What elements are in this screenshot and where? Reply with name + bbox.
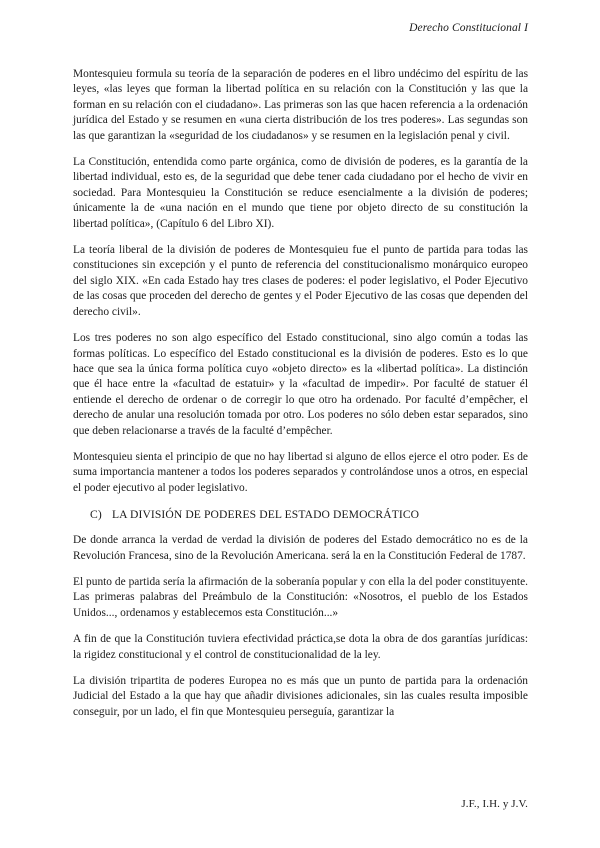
section-heading bbox=[90, 507, 528, 523]
paragraph-separation-theory: Montesquieu formula su teoría de la separación de poderes en el libro undécimo del espíritu de las leyes, «las leyes que forman la libertad política en su relación con la Constitución y las que la forman en su relación con el ciudadano». Las primeras son las que hacen referencia a la ordenación jurídica del Estado y se resumen en «una cierta distribución de los tres poderes». Las segundas son las que garantizan la «seguridad de los ciudadanos» y se resumen en la legislación penal y civil. bbox=[73, 68, 528, 142]
paragraph-liberal-theory: La teoría liberal de la división de poderes de Montesquieu fue el punto de partida para todas las constituciones sin excepción y el punto de referencia del constitucionalismo monárquico europeo del siglo XIX. «En cada Estado hay tres clases de poderes: el poder legislativo, el Poder Ejecutivo de las cosas que proceden del derecho de gentes y el Poder Ejecutivo de las cosas que dependen del derecho civil». bbox=[73, 244, 528, 318]
paragraph-tripartite-division: La división tripartita de poderes Europea no es más que un punto de partida para la ordenación Judicial del Estado a la que hay que añadir divisiones adicionales, sin las cuales resulta imposible conseguir, por un lado, el fin que Montesquieu perseguía, garantizar la bbox=[73, 675, 528, 718]
paragraph-constitution-guarantee: La Constitución, entendida como parte orgánica, como de división de poderes, es la garantía de la libertad individual, esto es, de la seguridad que debe tener cada ciudadano por el hecho de vivir en sociedad. Para Montesquieu la Constitución se reduce esencialmente a la división de poderes; únicamente la de «una nación en el mundo que tiene por objeto directo de su constitución la libertad política», (Capítulo 6 del Libro XI). bbox=[73, 156, 528, 230]
running-header: Derecho Constitucional I bbox=[409, 22, 528, 34]
paragraph-three-powers: Los tres poderes no son algo específico del Estado constitucional, sino algo común a todas las formas políticas. Lo específico del Estado constitucional es la división de poderes. Esto es lo que hace que sea la única forma política cuyo «objeto directo» es la «libertad política». La distinción que él hace entre la «facultad de estatuir» y la «facultad de impedir». Por faculté de statuer él entiende el derecho de ordenar o de corregir lo que otro ha ordenado. Por faculté d’empêcher, el derecho de anular una resolución tomada por otro. Los poderes no sólo deben estar separados, sino que deben relacionarse a través de la faculté d’empêcher. bbox=[73, 332, 528, 437]
paragraph-legal-guarantees: A fin de que la Constitución tuviera efectividad práctica,se dota la obra de dos garantías jurídicas: la rigidez constitucional y el control de constitucionalidad de la ley. bbox=[73, 633, 528, 661]
paragraph-popular-sovereignty: El punto de partida sería la afirmación de la soberanía popular y con ella la del poder constituyente. Las primeras palabras del Preámbulo de la Constitución: «Nosotros, el pueblo de los Estados Unidos..., ordenamos y establecemos esta Constitución...» bbox=[73, 575, 528, 619]
paragraph-liberty-principle: Montesquieu sienta el principio de que no hay libertad si alguno de ellos ejerce el otro poder. Es de suma importancia mantener a todos los poderes separados y controlándose unos a otros, en especial el poder ejecutivo al poder legislativo. bbox=[73, 450, 528, 494]
body-text bbox=[73, 67, 528, 731]
section-number: C) bbox=[90, 508, 102, 522]
running-footer: J.F., I.H. y J.V. bbox=[461, 798, 528, 810]
paragraph-american-revolution: De donde arranca la verdad de verdad la división de poderes del Estado democrático no es de la Revolución Francesa, sino de la Revolución Americana. será la en la Constitución Federal de 1787. bbox=[73, 534, 528, 562]
section-title: LA DIVISIÓN DE PODERES DEL ESTADO DEMOCRÁTICO bbox=[112, 508, 420, 522]
